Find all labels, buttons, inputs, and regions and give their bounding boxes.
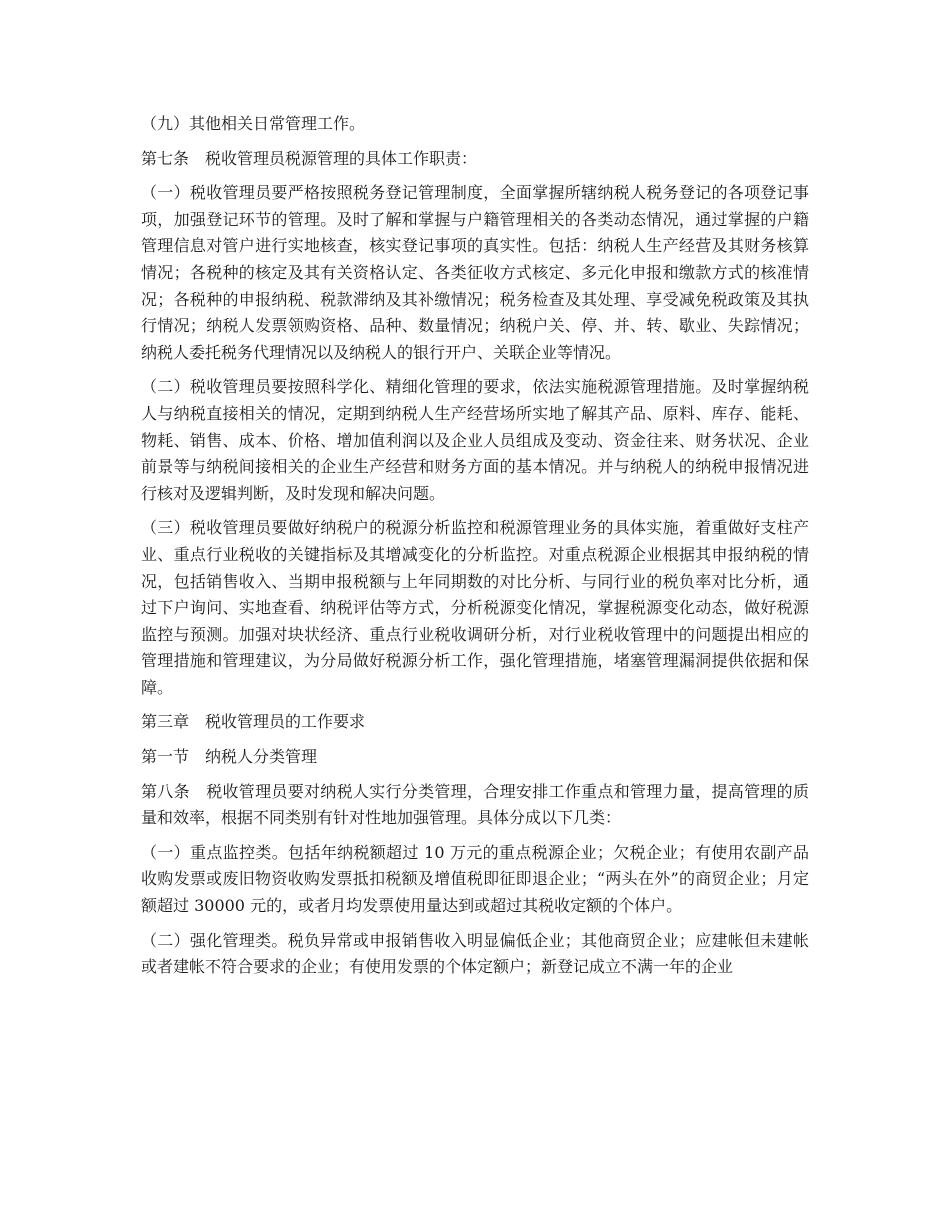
article-8-item-2: （二）强化管理类。税负异常或申报销售收入明显偏低企业；其他商贸企业；应建帐但未建帐或者建帐不符合要求的企业；有使用发票的个体定额户；新登记成立不满一年的企业 — [141, 930, 809, 977]
article-8-item-1: （一）重点监控类。包括年纳税额超过 10 万元的重点税源企业；欠税企业；有使用农副产品收购发票或废旧物资收购发票抵扣税额及增值税即征即退企业；“两头在外”的商贸企业；月定额超过 30000 元的，或者月均发票使用量达到或超过其税收定额的个体户。 — [141, 842, 809, 916]
document-page — [141, 111, 809, 989]
article-7-item-2: （二）税收管理员要按照科学化、精细化管理的要求，依法实施税源管理措施。及时掌握纳税人与纳税直接相关的情况，定期到纳税人生产经营场所实地了解其产品、原料、库存、能耗、物耗、销售、成本、价格、增加值利润以及企业人员组成及变动、资金往来、财务状况、企业前景等与纳税间接相关的企业生产经营和财务方面的基本情况。并与纳税人的纳税申报情况进行核对及逻辑判断，及时发现和解决问题。 — [141, 377, 809, 503]
article-7-item-1: （一）税收管理员要严格按照税务登记管理制度，全面掌握所辖纳税人税务登记的各项登记事项，加强登记环节的管理。及时了解和掌握与户籍管理相关的各类动态情况，通过掌握的户籍管理信息对管户进行实地核查，核实登记事项的真实性。包括：纳税人生产经营及其财务核算情况；各税种的核定及其有关资格认定、各类征收方式核定、多元化申报和缴款方式的核准情况；各税种的申报纳税、税款滞纳及其补缴情况；税务检查及其处理、享受减免税政策及其执行情况；纳税人发票领购资格、品种、数量情况；纳税户关、停、并、转、歇业、失踪情况；纳税人委托税务代理情况以及纳税人的银行开户、关联企业等情况。 — [141, 183, 809, 362]
section-item-9: （九）其他相关日常管理工作。 — [141, 114, 366, 133]
article-7-item-3: （三）税收管理员要做好纳税户的税源分析监控和税源管理业务的具体实施，着重做好支柱产业、重点行业税收的关键指标及其增减变化的分析监控。对重点税源企业根据其申报纳税的情况，包括销售收入、当期申报税额与上年同期数的对比分析、与同行业的税负率对比分析，通过下户询问、实地查看、纳税评估等方式，分析税源变化情况，掌握税源变化动态，做好税源监控与预测。加强对块状经济、重点行业税收调研分析，对行业税收管理中的问题提出相应的管理措施和管理建议，为分局做好税源分析工作，强化管理措施，堵塞管理漏洞提供依据和保障。 — [141, 518, 809, 697]
article-8-paragraph: 第八条 税收管理员要对纳税人实行分类管理，合理安排工作重点和管理力量，提高管理的质量和效率，根据不同类别有针对性地加强管理。具体分成以下几类： — [141, 781, 809, 828]
article-7-heading: 第七条 税收管理员税源管理的具体工作职责： — [141, 148, 478, 168]
chapter-3-heading: 第三章 税收管理员的工作要求 — [141, 712, 366, 732]
section-1-heading: 第一节 纳税人分类管理 — [141, 747, 318, 767]
